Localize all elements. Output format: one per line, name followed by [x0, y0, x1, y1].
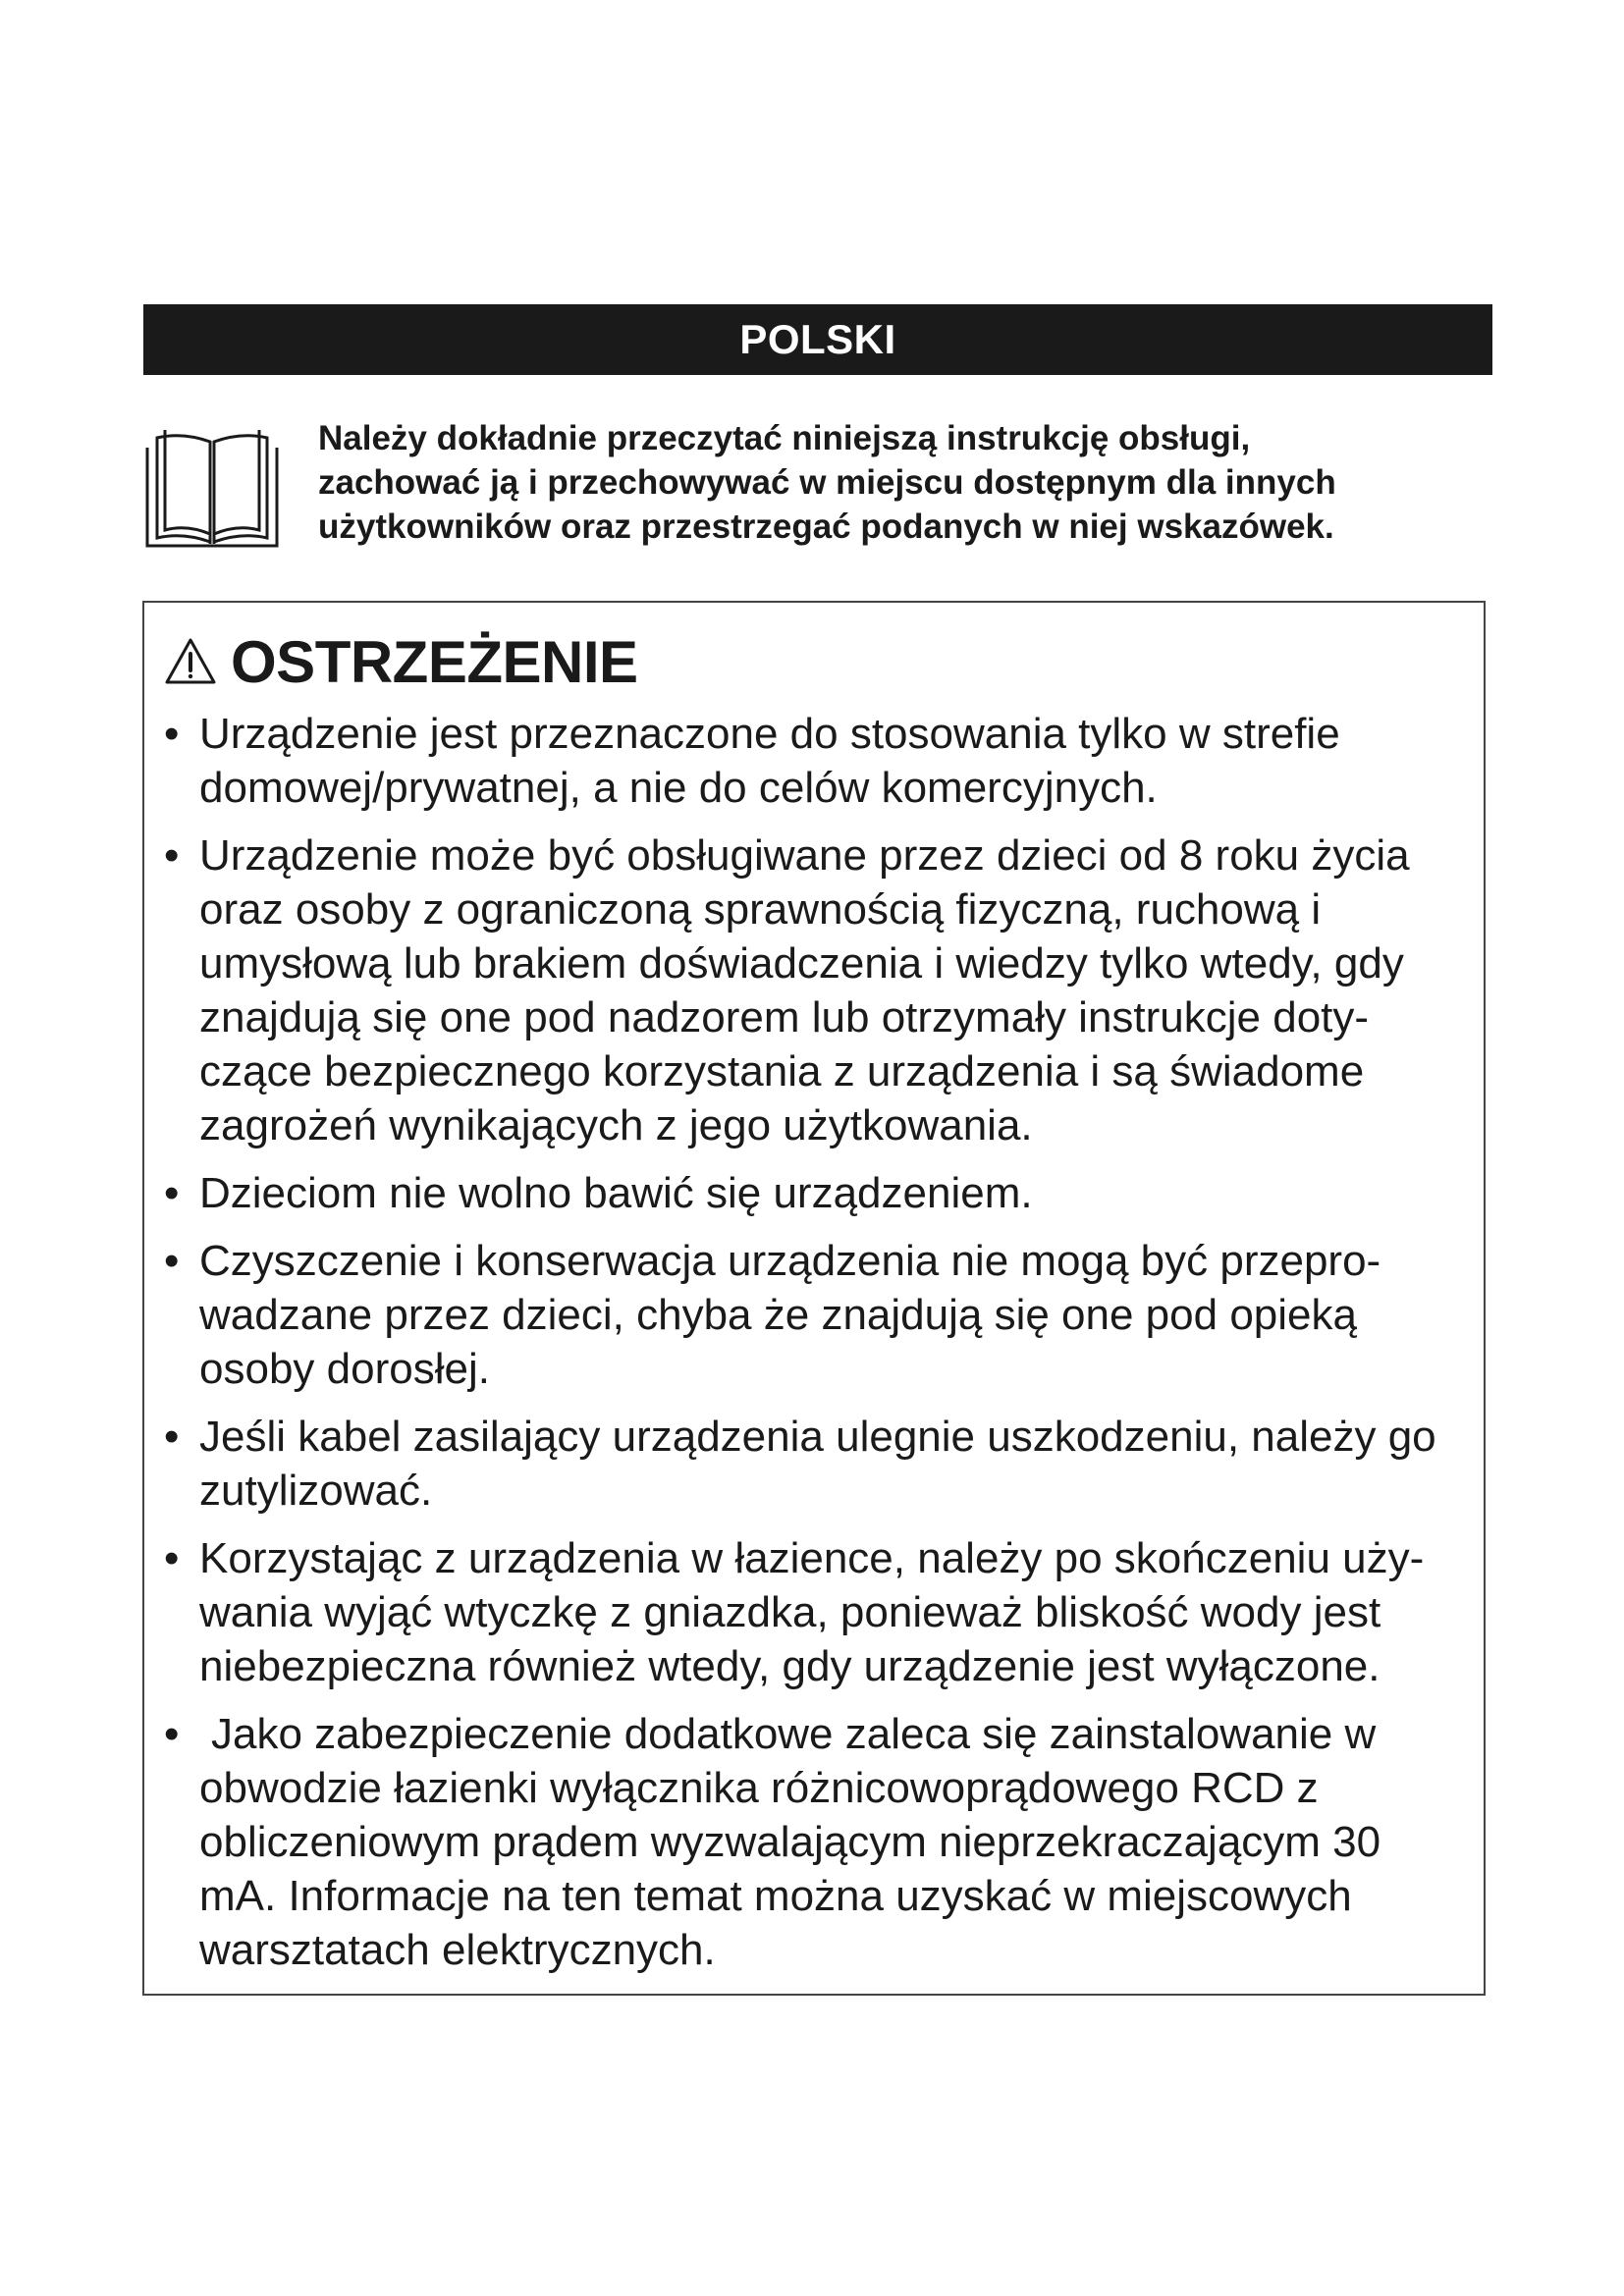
warning-heading [164, 622, 638, 701]
item-line: oraz osoby z ograniczoną sprawnością fizyczną, ruchową i [199, 885, 1322, 934]
bullet-symbol: • [164, 1413, 180, 1461]
item-line: Korzystając z urządzenia w łazience, należy po skończeniu uży- [199, 1534, 1425, 1582]
intro-line: użytkowników oraz przestrzegać podanych w niej wskazówek. [318, 507, 1334, 546]
book-icon [143, 424, 281, 552]
list-item [164, 1531, 1480, 1693]
item-line: niebezpieczna również wtedy, gdy urządzenie jest wyłączone. [199, 1642, 1380, 1690]
list-item [164, 1234, 1480, 1396]
bullet-symbol: • [164, 710, 180, 758]
bullet-symbol: • [164, 1710, 180, 1758]
warning-list [164, 707, 1480, 1991]
item-line: obliczeniowym prądem wyzwalającym nieprzekraczającym 30 [199, 1818, 1381, 1866]
item-line: Czyszczenie i konserwacja urządzenia nie mogą być przepro- [199, 1237, 1381, 1285]
list-item [164, 1707, 1480, 1977]
item-line: zutylizować. [199, 1467, 433, 1515]
item-line: Jako zabezpieczenie dodatkowe zaleca się zainstalowanie w [211, 1710, 1377, 1758]
item-line: Dzieciom nie wolno bawić się urządzeniem. [199, 1169, 1033, 1217]
bullet-symbol: • [164, 831, 180, 880]
warning-box [142, 601, 1486, 1996]
item-line: mA. Informacje na ten temat można uzyskać w miejscowych [199, 1872, 1352, 1920]
bullet-symbol: • [164, 1169, 180, 1217]
list-item [164, 828, 1480, 1152]
intro-notice [143, 412, 1492, 560]
language-label: POLSKI [739, 316, 896, 362]
language-header [143, 304, 1492, 375]
item-line: domowej/prywatnej, a nie do celów komercyjnych. [199, 764, 1158, 812]
intro-line: Należy dokładnie przeczytać niniejszą instrukcję obsługi, [318, 419, 1251, 457]
item-line: Urządzenie może być obsługiwane przez dzieci od 8 roku życia [199, 831, 1410, 880]
item-line: znajdują się one pod nadzorem lub otrzymały instrukcje doty- [199, 993, 1370, 1041]
item-line: umysłową lub brakiem doświadczenia i wiedzy tylko wtedy, gdy [199, 939, 1404, 988]
intro-text [318, 416, 1496, 549]
intro-line: zachować ją i przechowywać w miejscu dostępnym dla innych [318, 463, 1336, 502]
item-line: wadzane przez dzieci, chyba że znajdują się one pod opieką [199, 1291, 1357, 1339]
item-line: obwodzie łazienki wyłącznika różnicowoprądowego RCD z [199, 1764, 1319, 1812]
item-line: Urządzenie jest przeznaczone do stosowania tylko w strefie [199, 710, 1340, 758]
list-item [164, 707, 1480, 815]
item-line: wania wyjąć wtyczkę z gniazdka, ponieważ bliskość wody jest [199, 1588, 1381, 1636]
item-line: zagrożeń wynikających z jego użytkowania. [199, 1101, 1033, 1149]
warning-triangle-icon [164, 637, 217, 686]
warning-title: OSTRZEŻENIE [231, 628, 638, 695]
bullet-symbol: • [164, 1534, 180, 1582]
item-line: osoby dorosłej. [199, 1345, 490, 1393]
list-item [164, 1166, 1480, 1220]
item-line: czące bezpiecznego korzystania z urządzenia i są świadome [199, 1047, 1365, 1095]
item-line: Jeśli kabel zasilający urządzenia ulegnie uszkodzeniu, należy go [199, 1413, 1436, 1461]
list-item [164, 1410, 1480, 1518]
item-line: warsztatach elektrycznych. [199, 1926, 716, 1974]
bullet-symbol: • [164, 1237, 180, 1285]
